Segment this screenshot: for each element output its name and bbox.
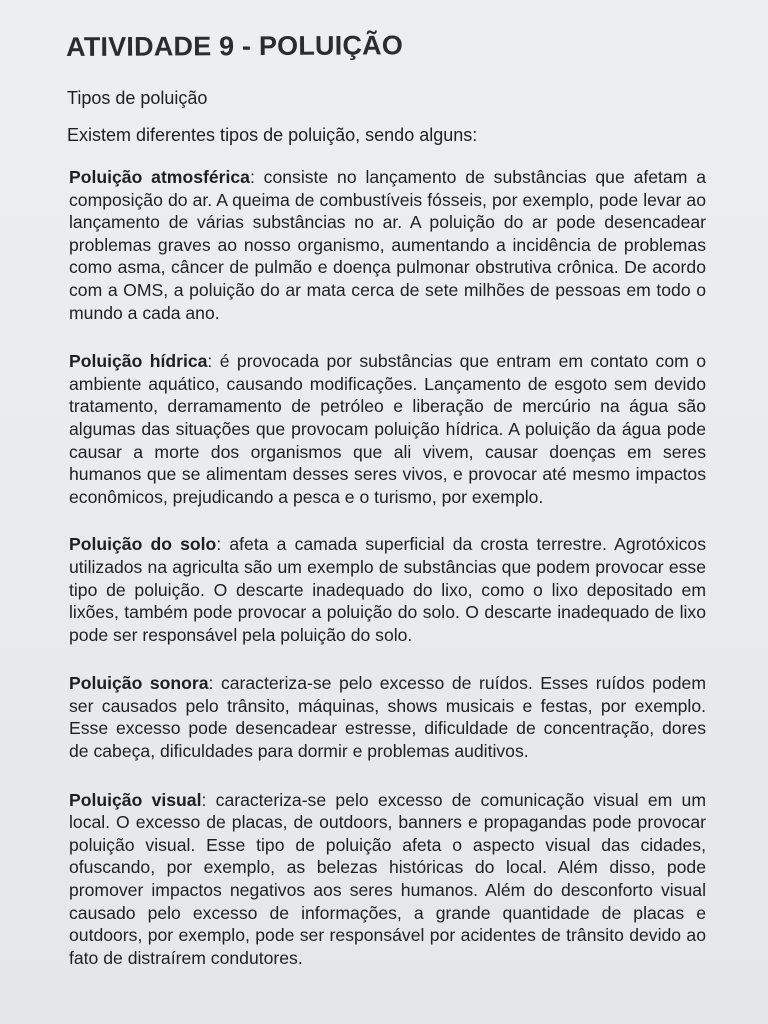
section-term: Poluição hídrica	[69, 351, 208, 372]
section-term: Poluição atmosférica	[69, 167, 250, 187]
section-visual-pollution	[69, 789, 706, 970]
document-page	[66, 30, 706, 969]
section-text: : consiste no lançamento de substâncias que afetam a composição do ar. A queima de combustíveis fósseis, por exemplo, pode levar ao lançamento de várias substâncias no ar. A poluição do ar pode desencadear problemas graves ao nosso organismo, aumentando a incidência de problemas como asma, câncer de pulmão e doença pulmonar obstrutiva crônica. De acordo com a OMS, a poluição do ar mata cerca de sete milhões de pessoas em todo o mundo a cada ano.	[69, 167, 707, 323]
section-atmospheric-pollution	[69, 166, 706, 324]
section-term: Poluição sonora	[69, 673, 209, 694]
section-text: : caracteriza-se pelo excesso de ruídos. Esses ruídos podem ser causados pelo trânsito, máquinas, shows musicais e festas, por exemplo. Esse excesso pode desencadear estresse, dificuldade de concentração, dores de cabeça, dificuldades para dormir e problemas auditivos.	[69, 673, 706, 762]
page-title: ATIVIDADE 9 - POLUIÇÃO	[66, 30, 404, 62]
section-text: : afeta a camada superficial da crosta terrestre. Agrotóxicos utilizados na agriculta são um exemplo de substâncias que podem provocar esse tipo de poluição. O descarte inadequado do lixo, como o lixo depositado em lixões, também pode provocar a poluição do solo. O descarte inadequado de lixo pode ser responsável pela poluição do solo.	[69, 534, 707, 645]
section-term: Poluição do solo	[69, 534, 217, 555]
section-text: : caracteriza-se pelo excesso de comunicação visual em um local. O excesso de placas, de outdoors, banners e propagandas pode provocar poluição visual. Esse tipo de poluição afeta o aspecto visual das cidades, ofuscando, por exemplo, as belezas históricas do local. Além disso, pode promover impactos negativos aos seres humanos. Além do desconforto visual causado pelo excesso de informações, a grande quantidade de placas e outdoors, por exemplo, pode ser responsável por acidentes de trânsito devido ao fato de distraírem condutores.	[69, 789, 706, 968]
section-soil-pollution	[69, 533, 706, 646]
section-text: : é provocada por substâncias que entram em contato com o ambiente aquático, causando modificações. Lançamento de esgoto sem devido tratamento, derramamento de petróleo e liberação de mercúrio na água são algumas das situações que provocam poluição hídrica. A poluição da água pode causar a morte dos organismos que ali vivem, causar doenças em seres humanos que se alimentam desses seres vivos, e provocar até mesmo impactos econômicos, prejudicando a pesca e o turismo, por exemplo.	[69, 351, 706, 507]
section-noise-pollution	[69, 672, 706, 762]
section-water-pollution	[69, 350, 706, 508]
section-term: Poluição visual	[69, 789, 202, 810]
subtitle: Tipos de poluição	[67, 88, 208, 108]
intro-paragraph: Existem diferentes tipos de poluição, sendo alguns:	[67, 125, 478, 145]
